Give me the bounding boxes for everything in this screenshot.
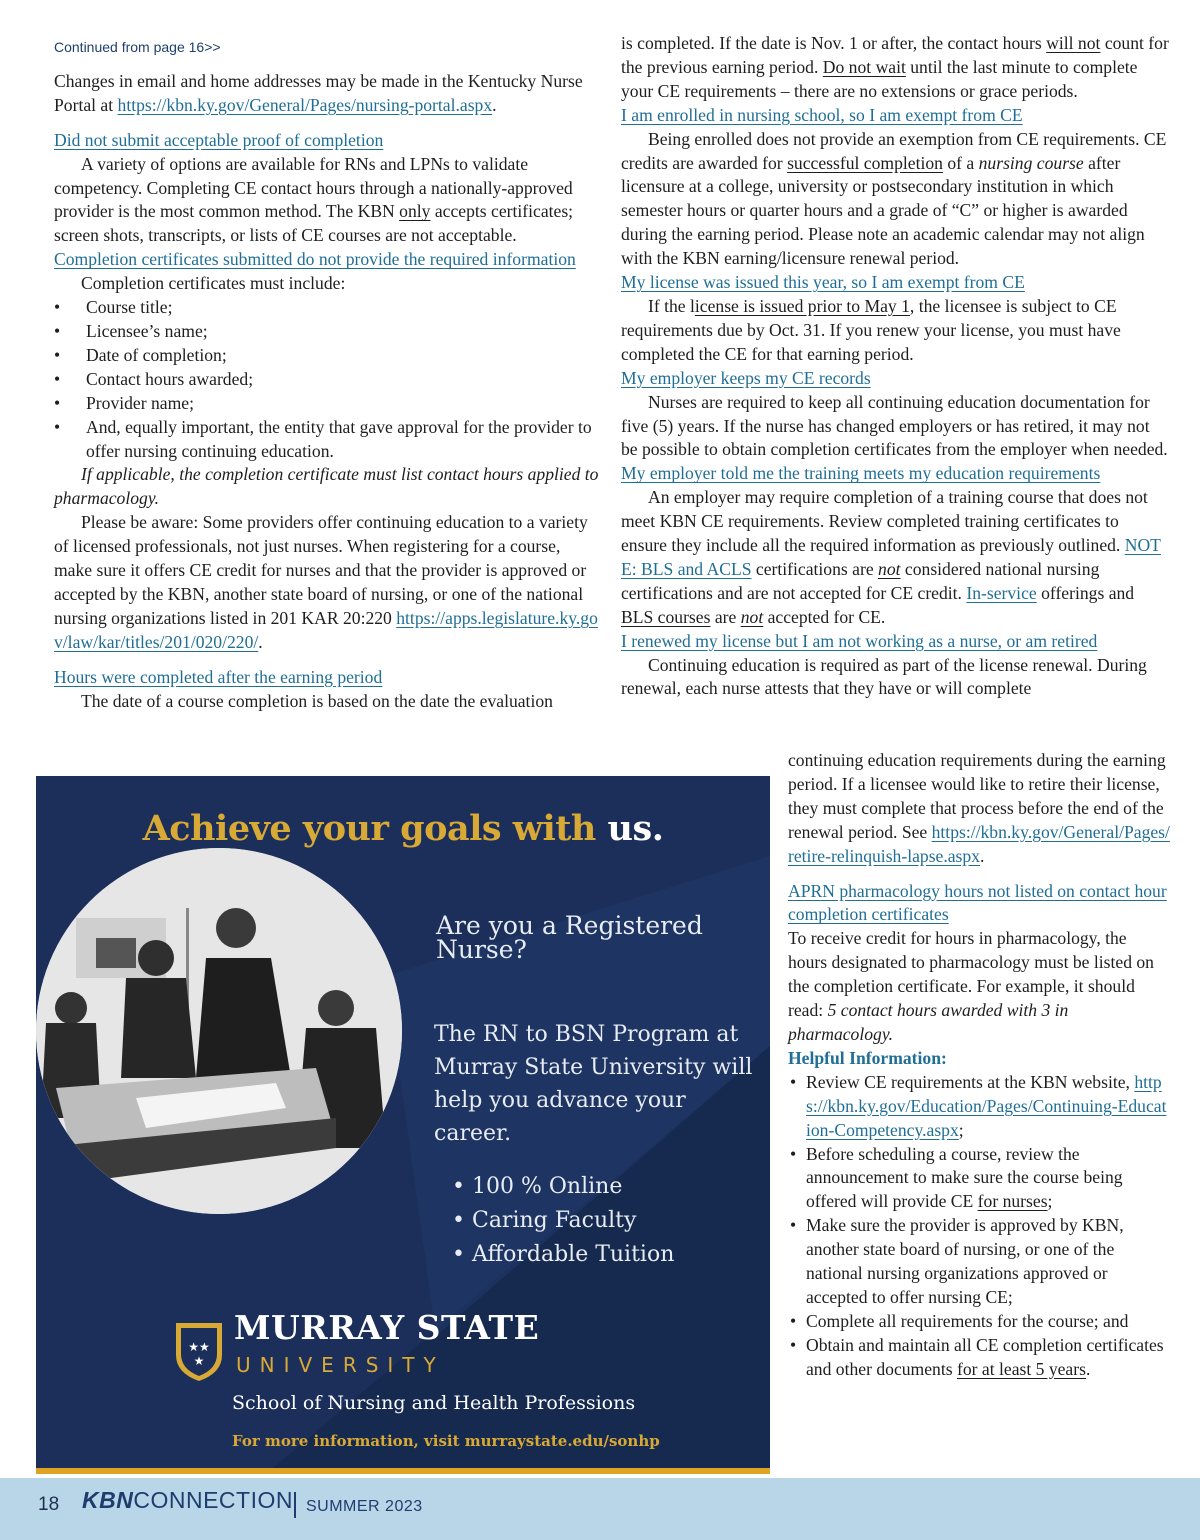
nursing-portal-link[interactable]: https://kbn.ky.gov/General/Pages/nursing-portal.aspx: [117, 94, 493, 115]
ns-text-a: Being enrolled does not provide an exemption from CE requirements. CE credits are awarded for: [621, 128, 1167, 173]
heading-employer-records[interactable]: My employer keeps my CE records: [621, 367, 871, 388]
list-item: • Before scheduling a course, review the announcement to make sure the course being offered will provide CE for nurses;: [788, 1143, 1170, 1215]
heading-license-issued[interactable]: My license was issued this year, so I am exempt from CE: [621, 272, 1025, 293]
continued-note: Continued from page 16>>: [54, 39, 221, 55]
ad-program-text: The RN to BSN Program at Murray State University will help you advance your career.: [434, 1022, 753, 1146]
hours-paragraph-cont: [621, 32, 1169, 104]
hi-text: Before scheduling a course, review the announcement to make sure the course being offered will provide CE: [806, 1143, 1123, 1212]
hours-cont-a: is completed. If the date is Nov. 1 or after, the contact hours: [621, 33, 1047, 53]
certificates-intro: Completion certificates must include:: [81, 273, 346, 294]
proof-text-a: A variety of options are available for RNs and LPNs to validate competency. Completing CE contact hours through a nationally-approved provider is the most common method. The KBN: [54, 153, 573, 222]
do-not-wait: Do not wait: [822, 56, 906, 77]
ad-benefit: Caring Faculty: [471, 1208, 637, 1233]
nursing-course: nursing course: [978, 152, 1084, 173]
et-text-d: offerings and: [1036, 582, 1135, 603]
ns-text-b: of a: [942, 152, 979, 173]
list-item: • Course title;: [54, 296, 602, 320]
heading-helpful-info: Helpful Information:: [788, 1047, 947, 1068]
shield-icon: [174, 1321, 224, 1383]
list-item: • Contact hours awarded;: [54, 368, 602, 392]
license-issued-date: icense is issued prior to May 1: [694, 295, 910, 316]
svg-text:★: ★: [193, 1354, 205, 1368]
nursing-school-paragraph: [621, 128, 1169, 271]
heading-proof-of-completion[interactable]: Did not submit acceptable proof of completion: [54, 129, 384, 150]
aprn-text: To receive credit for hours in pharmacology, the hours designated to pharmacology must be listed on the completion certificate. For example, it should read:: [788, 928, 1154, 1021]
school-name: School of Nursing and Health Professions: [232, 1392, 636, 1414]
heading-renewed-retired[interactable]: I renewed my license but I am not working as a nurse, or am retired: [621, 630, 1098, 651]
et-text-e: are: [710, 606, 741, 627]
hi-text: Obtain and maintain all CE completion certificates and other documents: [806, 1334, 1164, 1379]
helpful-info-list: [788, 1071, 1170, 1382]
nurses-training-photo: [36, 848, 402, 1214]
license-issued-paragraph: [621, 295, 1169, 367]
list-item: • Affordable Tuition: [452, 1242, 675, 1267]
ad-headline: [36, 794, 770, 864]
bls-acls-note: NOTE: BLS and ACLS: [621, 535, 1161, 579]
et-text-b: certifications are: [751, 558, 879, 579]
murray-state-ad[interactable]: [36, 776, 770, 1474]
ad-question: Are you a Registered Nurse?: [436, 911, 703, 964]
list-item: • 100 % Online: [452, 1174, 623, 1199]
will-not: will not: [1046, 33, 1101, 53]
providers-paragraph: Please be aware: Some providers offer continuing education to a variety of licensed professionals, not just nurses. When registering for a course, make sure it offers CE credit for nurses and that the provider is approved or accepted by the KBN, another state board of nursing, or one of the national nursing organizations listed in 201 KAR 20:220 https://apps.legislature.ky.gov/law/kar/titles/201/020/220/.: [54, 512, 598, 652]
bls-courses: BLS courses: [621, 606, 711, 627]
brand-rest: CONNECTION: [133, 1487, 293, 1513]
ad-headline-a: Achieve your goals with: [142, 808, 608, 849]
ad-benefit: 100 % Online: [471, 1174, 623, 1199]
employer-records-paragraph: Nurses are required to keep all continuing education documentation for five (5) years. If the nurse has changed employers or has retired, it may not be possible to obtain completion certificates from the employer when needed.: [621, 391, 1168, 460]
hours-paragraph: The date of a course completion is based on the date the evaluation: [81, 690, 553, 711]
ce-competency-link[interactable]: https://kbn.ky.gov/Education/Pages/Continuing-Education-Competency.aspx: [806, 1071, 1167, 1140]
ad-more-info[interactable]: For more information, visit murraystate.edu/sonhp: [232, 1432, 660, 1450]
employer-training-paragraph: [621, 486, 1169, 629]
proof-paragraph: [54, 153, 602, 249]
hours-cont-c: until the last minute to complete your CE requirements – there are no extensions or grace periods.: [621, 56, 1138, 101]
heading-certificates-info[interactable]: Completion certificates submitted do not provide the required information: [54, 249, 576, 270]
svg-text:★★: ★★: [188, 1340, 210, 1354]
university-subtitle: UNIVERSITY: [236, 1353, 445, 1377]
providers-text: Please be aware: Some providers offer continuing education to a variety of licensed professionals, not just nurses. When registering for a course, make sure it offers CE credit for nurses and that the provider is approved or accepted by the KBN, another state board of nursing, or one of the national nursing organizations listed in 201 KAR 20:220: [54, 512, 588, 628]
renewed-paragraph-cont: continuing education requirements during the earning period. If a licensee would like to retire their license, they must complete that process before the end of the renewal period. See https://kbn.ky.gov/General/Pages/retire-relinquish-lapse.aspx.: [788, 750, 1170, 866]
pharmacology-note: If applicable, the completion certificate must list contact hours applied to pharmacology.: [54, 464, 599, 509]
renewed-paragraph: Continuing education is required as part of the license renewal. During renewal, each nurse attests that they have or will complete: [621, 654, 1147, 699]
hours-cont-b: count for the previous earning period.: [621, 33, 1169, 77]
list-item: • Review CE requirements at the KBN website, https://kbn.ky.gov/Education/Pages/Continuing-Education-Competency.aspx;: [788, 1071, 1170, 1143]
ad-headline-b: us.: [607, 808, 664, 849]
et-text-c: considered national nursing certifications and are not accepted for CE credit.: [621, 558, 1100, 603]
for-nurses: for nurses: [977, 1191, 1048, 1212]
list-item: • Caring Faculty: [452, 1208, 637, 1233]
proof-text-b: accepts certificates; screen shots, transcripts, or lists of CE courses are not acceptable.: [54, 201, 574, 246]
proof-only: only: [399, 201, 431, 222]
not-emphasis: not: [740, 606, 764, 627]
five-years: for at least 5 years: [956, 1358, 1086, 1379]
kar-link[interactable]: https://apps.legislature.ky.gov/law/kar/titles/201/020/220/: [54, 607, 598, 652]
brand-bold: KBN: [82, 1487, 134, 1513]
list-item: • Obtain and maintain all CE completion certificates and other documents for at least 5 years.: [788, 1334, 1170, 1382]
ns-text-c: after licensure at a college, university or postsecondary institution in which semester hours or quarter hours and a grade of “C” or higher is awarded during the earning period. Please note an academic calendar may not align with the KBN earning/licensure renewal period.: [621, 152, 1145, 269]
ad-benefit: Affordable Tuition: [471, 1242, 675, 1267]
heading-aprn-pharmacology[interactable]: APRN pharmacology hours not listed on contact hour completion certificates: [788, 880, 1167, 925]
left-column: [54, 36, 602, 713]
right-column-lower: [788, 749, 1170, 1382]
renewed-cont: continuing education requirements during the earning period. If a licensee would like to retire their license, they must complete that process before the end of the renewal period. See: [788, 750, 1166, 842]
list-item: • Date of completion;: [54, 344, 602, 368]
aprn-paragraph: [788, 927, 1170, 1047]
aprn-example: 5 contact hours awarded with 3 in pharmacology.: [788, 1000, 1069, 1044]
publication-name: [82, 1489, 293, 1513]
page-number: 18: [38, 1494, 60, 1515]
certificate-requirements-list: [54, 296, 602, 463]
successful-completion: successful completion: [787, 152, 943, 173]
right-column: [621, 32, 1169, 701]
hi-text: Review CE requirements at the KBN website,: [806, 1071, 1135, 1092]
et-text-f: accepted for CE.: [763, 606, 886, 627]
university-name: MURRAY STATE: [234, 1308, 540, 1347]
li-text-b: , the licensee is subject to CE requirements due by Oct. 31. If you renew your license, you must have completed the CE for that earning period.: [621, 295, 1121, 364]
issue-label: SUMMER 2023: [306, 1498, 423, 1515]
footer-divider: [294, 1492, 296, 1518]
photo-illustration: [36, 848, 402, 1214]
in-service: In-service: [966, 582, 1037, 603]
page-footer: [0, 1478, 1200, 1540]
ad-benefits-list: [452, 1170, 674, 1272]
list-item: • Licensee’s name;: [54, 320, 602, 344]
heading-hours-after-period[interactable]: Hours were completed after the earning period: [54, 666, 383, 687]
list-item: • Complete all requirements for the course; and: [788, 1310, 1170, 1334]
list-item: • And, equally important, the entity that gave approval for the provider to offer nursing continuing education.: [54, 416, 602, 464]
heading-nursing-school[interactable]: I am enrolled in nursing school, so I am exempt from CE: [621, 104, 1023, 125]
heading-employer-training[interactable]: My employer told me the training meets my education requirements: [621, 463, 1101, 484]
li-text-a: If the l: [648, 295, 695, 316]
retire-link[interactable]: https://kbn.ky.gov/General/Pages/retire-relinquish-lapse.aspx: [788, 821, 1170, 866]
ad-gold-bar: [36, 1468, 770, 1474]
intro-paragraph: Changes in email and home addresses may be made in the Kentucky Nurse Portal at https://kbn.ky.gov/General/Pages/nursing-portal.aspx.: [54, 70, 583, 115]
intro-text: Changes in email and home addresses may be made in the Kentucky Nurse Portal at: [54, 70, 583, 115]
list-item: • Make sure the provider is approved by KBN, another state board of nursing, or one of the national nursing organizations approved or accepted to offer nursing CE;: [788, 1214, 1170, 1310]
not-emphasis: not: [878, 558, 901, 579]
et-text-a: An employer may require completion of a training course that does not meet KBN CE requirements. Review completed training certificates to ensure they include all the required information as previously outlined.: [621, 487, 1148, 556]
list-item: • Provider name;: [54, 392, 602, 416]
